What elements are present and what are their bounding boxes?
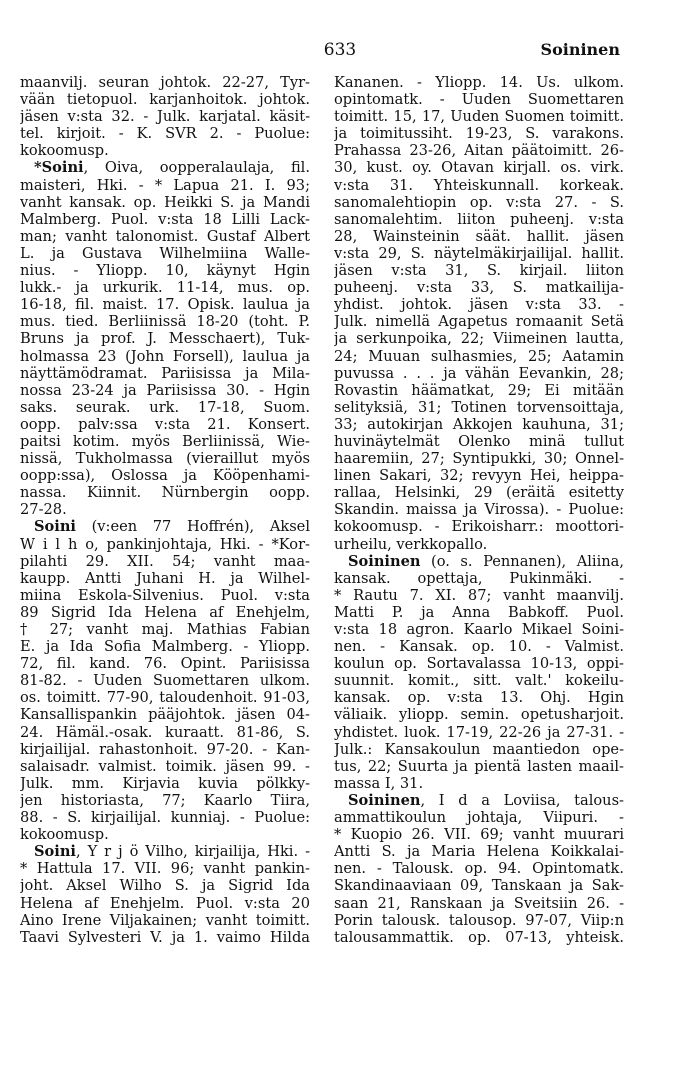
right-column-line: ja toimitussiht. 19-23, S. varakons. [334, 125, 624, 143]
left-column-line: tel. kirjoit. - K. SVR 2. - Puolue: [20, 125, 310, 143]
right-column [334, 74, 624, 946]
right-column-line: 30, kust. oy. Otavan kirjall. os. virk. [334, 159, 624, 177]
right-column-line: haaremiin, 27; Syntipukki, 30; Onnel- [334, 450, 624, 468]
right-column-line: kansak. op. v:sta 13. Ohj. Hgin [334, 689, 624, 707]
left-column-line: miina Eskola-Silvenius. Puol. v:sta [20, 586, 310, 604]
left-column-line: joht. Aksel Wilho S. ja Sigrid Ida [20, 877, 310, 895]
left-column-line: oopp. palv:ssa v:sta 21. Konsert. [20, 415, 310, 433]
right-column-line: Soininen (o. s. Pennanen), Aliina, [348, 552, 624, 570]
left-column-line: kokoomusp. [20, 826, 109, 844]
right-column-line: kokoomusp. - Erikoisharr.: moottori- [334, 518, 624, 536]
left-column-line: 24. Hämäl.-osak. kuraatt. 81-86, S. [20, 723, 310, 741]
right-column-line: 33; autokirjan Akkojen kauhuna, 31; [334, 415, 624, 433]
left-column-line: 81-82. - Uuden Suomettaren ulkom. [20, 672, 310, 690]
right-column-line: Skandinaaviaan 09, Tanskaan ja Sak- [334, 877, 624, 895]
right-column-line: nen. - Kansak. op. 10. - Valmist. [334, 638, 624, 656]
left-column-line: näyttämödramat. Pariisissa ja Mila- [20, 364, 310, 382]
left-column-line: 72, fil. kand. 76. Opint. Pariisissa [20, 655, 310, 673]
left-column-line: nossa 23-24 ja Pariisissa 30. - Hgin [20, 381, 310, 399]
right-column-line: Julk. nimellä Agapetus romaanit Setä [334, 313, 624, 331]
left-column-line: jen historiasta, 77; Kaarlo Tiira, [20, 791, 310, 809]
right-column-line: urheilu, verkkopallo. [334, 535, 488, 553]
left-column-line: os. toimitt. 77-90, taloudenhoit. 91-03, [20, 689, 310, 707]
left-column-line: Aino Irene Viljakainen; vanht toimitt. [20, 911, 310, 929]
left-column-line: Bruns ja prof. J. Messchaert), Tuk- [20, 330, 310, 348]
right-column-line: selityksiä, 31; Totinen torvensoittaja, [334, 398, 624, 416]
entry-headword: *Soini [34, 159, 84, 177]
right-column-line: sanomalehtim. liiton puheenj. v:sta [334, 210, 624, 228]
right-column-line: Kananen. - Yliopp. 14. Us. ulkom. [334, 74, 624, 91]
left-column-line: vään tietopuol. karjanhoitok. johtok. [20, 91, 310, 109]
right-column-line: tus, 22; Suurta ja pientä lasten maail- [334, 757, 624, 775]
left-column-line: 88. - S. kirjailijal. kunniaj. - Puolue: [20, 809, 310, 827]
right-column-line: Soininen, I d a Loviisa, talous- [348, 791, 624, 809]
left-column-line: man; vanht talonomist. Gustaf Albert [20, 227, 310, 245]
left-column-line: kokoomusp. [20, 142, 109, 160]
right-column-line: puheenj. v:sta 33, S. matkailija- [334, 279, 624, 297]
left-column-line: E. ja Ida Sofia Malmberg. - Yliopp. [20, 638, 310, 656]
left-column-line: 16-18, fil. maist. 17. Opisk. laulua ja [20, 296, 310, 314]
entry-headword: Soininen [348, 791, 421, 809]
left-column-line: salaisadr. valmist. toimik. jäsen 99. - [20, 757, 310, 775]
right-column-line: Prahassa 23-26, Aitan päätoimitt. 26- [334, 142, 624, 160]
right-column-line: sanomalehtiopin op. v:sta 27. - S. [334, 193, 624, 211]
left-column [20, 74, 310, 946]
left-column-line: paitsi kotim. myös Berliinissä, Wie- [20, 432, 310, 450]
right-column-line: huvinäytelmät Olenko minä tullut [334, 432, 624, 450]
left-column-line: maisteri, Hki. - * Lapua 21. I. 93; [20, 176, 310, 194]
right-column-line: ja serkunpoika, 22; Viimeinen lautta, [334, 330, 624, 348]
entry-headword: Soini [34, 843, 76, 861]
left-column-line: L. ja Gustava Wilhelmiina Walle- [20, 244, 310, 262]
page-number: 633 [323, 40, 357, 60]
right-column-line: ammattikoulun johtaja, Viipuri. - [334, 809, 624, 827]
left-column-line: 27-28. [20, 501, 67, 519]
right-column-line: Rovastin häämatkat, 29; Ei mitään [334, 381, 624, 399]
left-column-line: nius. - Yliopp. 10, käynyt Hgin [20, 262, 310, 280]
right-column-line: v:sta 29, S. näytelmäkirjailijal. hallit. [334, 244, 624, 262]
left-column-line: * Hattula 17. VII. 96; vanht pankin- [20, 860, 310, 878]
right-column-line: suunnit. komit., sitt. valt.' kokeilu- [334, 672, 624, 690]
left-column-line: Soini, Y r j ö Vilho, kirjailija, Hki. - [34, 843, 310, 861]
left-column-line: pilahti 29. XII. 54; vanht maa- [20, 552, 310, 570]
right-column-line: toimitt. 15, 17, Uuden Suomen toimitt. [334, 108, 624, 126]
left-column-line: † 27; vanht maj. Mathias Fabian [20, 621, 310, 638]
left-column-line: oopp:ssa), Oslossa ja Kööpenhami- [20, 467, 310, 485]
left-column-line: nassa. Kiinnit. Nürnbergin oopp. [20, 484, 310, 502]
right-column-line: Porin talousk. talousop. 97-07, Viip:n [334, 911, 624, 929]
left-column-line: *Soini, Oiva, oopperalaulaja, fil. [34, 159, 310, 177]
left-column-line: kirjailijal. rahastonhoit. 97-20. - Kan- [20, 740, 310, 758]
left-column-line: lukk.- ja urkurik. 11-14, mus. op. [20, 279, 310, 297]
left-column-line: kaupp. Antti Juhani H. ja Wilhel- [20, 569, 310, 587]
right-column-line: 28, Wainsteinin säät. hallit. jäsen [334, 227, 624, 245]
left-column-line: holmassa 23 (John Forsell), laulua ja [20, 347, 310, 365]
left-column-line: saks. seurak. urk. 17-18, Suom. [20, 398, 310, 416]
right-column-line: 24; Muuan sulhasmies, 25; Aatamin [334, 347, 624, 365]
right-column-line: jäsen v:sta 31, S. kirjail. liiton [334, 262, 624, 280]
left-column-line: maanvilj. seuran johtok. 22-27, Tyr- [20, 74, 310, 91]
left-column-line: Julk. mm. Kirjavia kuvia pölkky- [20, 774, 310, 792]
right-column-line: * Rautu 7. XI. 87; vanht maanvilj. [334, 586, 624, 604]
left-column-line: vanht kansak. op. Heikki S. ja Mandi [20, 193, 310, 211]
right-column-line: opintomatk. - Uuden Suomettaren [334, 91, 624, 109]
right-column-line: v:sta 18 agron. Kaarlo Mikael Soini- [334, 621, 624, 638]
left-column-line: Taavi Sylvesteri V. ja 1. vaimo Hilda [20, 928, 310, 946]
left-column-line: mus. tied. Berliinissä 18-20 (toht. P. [20, 313, 310, 331]
running-head: Soininen [540, 40, 620, 59]
right-column-line: väliaik. yliopp. semin. opetusharjoit. [334, 706, 624, 724]
left-column-line: Malmberg. Puol. v:sta 18 Lilli Lack- [20, 210, 310, 228]
right-column-line: Antti S. ja Maria Helena Koikkalai- [334, 843, 624, 861]
right-column-line: Skandin. maissa ja Virossa). - Puolue: [334, 501, 624, 519]
right-column-line: massa I, 31. [334, 774, 424, 792]
entry-headword: Soininen [348, 552, 421, 570]
right-column-line: rallaa, Helsinki, 29 (eräitä esitetty [334, 484, 624, 502]
right-column-line: puvussa . . . ja vähän Eevankin, 28; [334, 364, 624, 382]
left-column-line: Helena af Enehjelm. Puol. v:sta 20 [20, 894, 310, 912]
right-column-line: koulun op. Sortavalassa 10-13, oppi- [334, 655, 624, 673]
right-column-line: kansak. opettaja, Pukinmäki. - [334, 569, 624, 587]
left-column-line: Soini (v:een 77 Hoffrén), Aksel [34, 518, 310, 536]
left-column-line: 89 Sigrid Ida Helena af Enehjelm, [20, 603, 310, 621]
left-column-line: nissä, Tukholmassa (vieraillut myös [20, 450, 310, 468]
page-header [0, 40, 688, 64]
right-column-line: yhdistet. luok. 17-19, 22-26 ja 27-31. - [334, 723, 624, 741]
left-column-line: jäsen v:sta 32. - Julk. karjatal. käsit- [20, 108, 310, 126]
right-column-line: yhdist. johtok. jäsen v:sta 33. - [334, 296, 624, 314]
left-column-line: W i l h o, pankinjohtaja, Hki. - *Kor- [20, 535, 310, 553]
right-column-line: * Kuopio 26. VII. 69; vanht muurari [334, 826, 624, 844]
right-column-line: linen Sakari, 32; revyyn Hei, heippa- [334, 467, 624, 485]
entry-headword: Soini [34, 518, 76, 536]
right-column-line: Matti P. ja Anna Babkoff. Puol. [334, 603, 624, 621]
right-column-line: Julk.: Kansakoulun maantiedon ope- [334, 740, 624, 758]
right-column-line: v:sta 31. Yhteiskunnall. korkeak. [334, 176, 624, 194]
left-column-line: Kansallispankin pääjohtok. jäsen 04- [20, 706, 310, 724]
right-column-line: talousammattik. op. 07-13, yhteisk. [334, 928, 624, 946]
right-column-line: nen. - Talousk. op. 94. Opintomatk. [334, 860, 624, 878]
right-column-line: saan 21, Ranskaan ja Sveitsiin 26. - [334, 894, 624, 912]
